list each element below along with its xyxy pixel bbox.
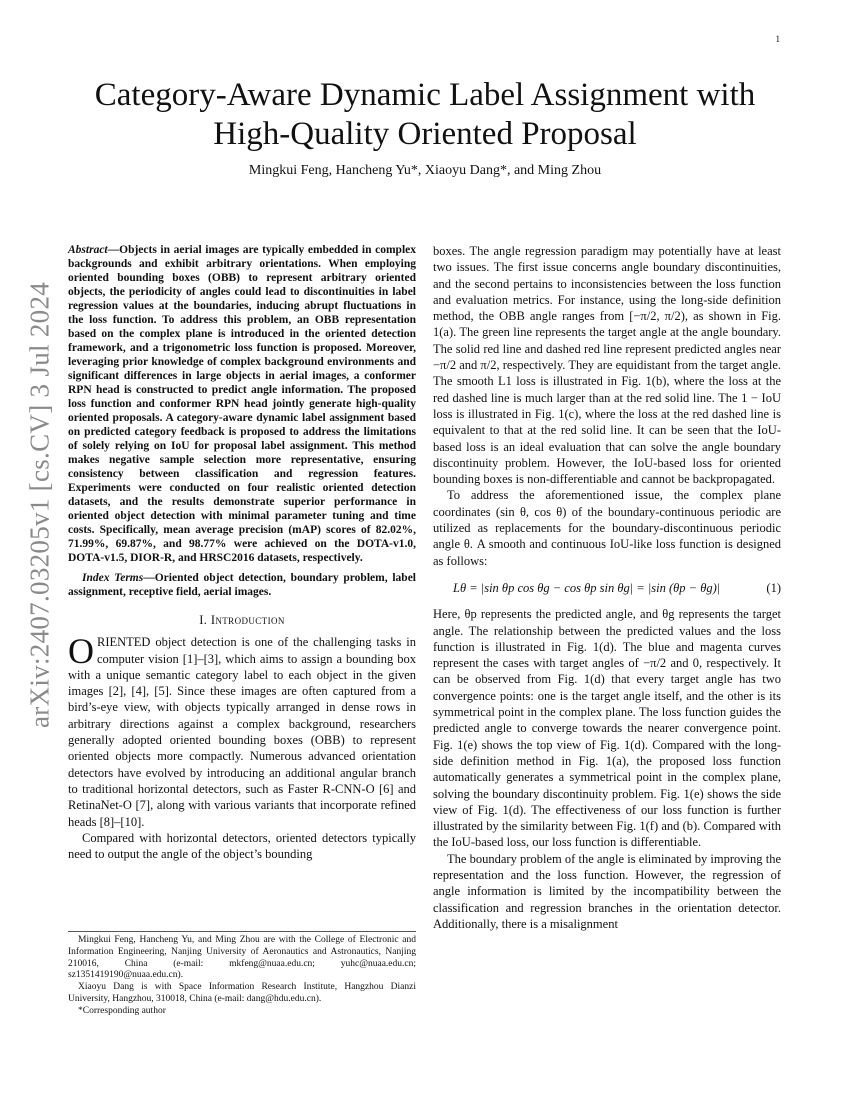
body-paragraph-3: Here, θp represents the predicted angle, and θg represents the target angle. The relationship between the predicted values and the loss function is illustrated in Fig. 1(d). The blue and magenta curves represent the cases with target angles of −π/2 and 0, respectively. It can be observed from Fig. 1(d) that every target angle has two convergence points: one is the target angle itself, and the other is its symmetrical point in the complex plane. The loss function guides the predicted angle to converge towards the nearer convergence point. Fig. 1(e) shows the top view of Fig. 1(d). Compared with the long-side definition method in Fig. 1(a), the proposed loss function automatically generates a symmetrical point in the complex plane, solving the boundary discontinuity problem. Fig. 1(e) shows the side view of Fig. 1(d). The effectiveness of our loss function is further illustrated by the similarity between Fig. 1(f) and (b). Compared with the IoU-based loss, our loss function is differentiable. <box>433 607 781 850</box>
page-number: 1 <box>775 34 780 44</box>
body-paragraph-4: The boundary problem of the angle is eliminated by improving the representation and the loss function. However, the regression of angle information is limited by the incompatibility between the classification and regression branches in the orientation detector. Additionally, there is a misalignment <box>433 851 781 931</box>
author-list: Mingkui Feng, Hancheng Yu*, Xiaoyu Dang*, and Ming Zhou <box>248 163 602 178</box>
drop-cap: O <box>68 631 94 672</box>
intro-paragraph-1-text: RIENTED object detection is one of the challenging tasks in computer vision [1]–[3], which aims to assign a bounding box with a unique semantic category label to each object in the given images [2], [4], [5]. Since these images are often captured from a bird’s-eye view, with objects typically arranged in dense rows in arbitrary directions against a complex background, researchers generally adopted oriented bounding boxes (OBB) to represent oriented objects more compactly. Numerous advanced orientation detectors have evolved by introducing an additional angular branch to traditional horizontal detectors, such as Faster R-CNN-O [6] and RetinaNet-O [7], along with various variants that incorporate refined heads [8]–[10]. <box>68 635 416 829</box>
equation-1 <box>453 580 781 596</box>
index-terms-label: Index Terms <box>82 572 144 584</box>
intro-paragraph-2: Compared with horizontal detectors, oriented detectors typically need to output the angle of the object’s bounding <box>68 830 416 862</box>
footnote-corresponding-author: *Corresponding author <box>78 1005 166 1016</box>
equation-expression: Lθ = |sin θp cos θg − cos θp sin θg| = |sin (θp − θg)| <box>453 580 721 595</box>
index-terms <box>68 571 416 599</box>
left-column <box>68 243 416 862</box>
abstract-label: Abstract <box>68 244 108 256</box>
equation-number: (1) <box>766 580 781 595</box>
arxiv-identifier-stamp: arXiv:2407.03205v1 [cs.CV] 3 Jul 2024 <box>24 281 55 729</box>
footnote-affiliation-2: Xiaoyu Dang is with Space Information Research Institute, Hangzhou Dianzi University, Hangzhou, 310018, China (e-mail: dang@hdu.edu.cn). <box>68 982 416 1004</box>
body-paragraph-2: To address the aforementioned issue, the complex plane coordinates (sin θ, cos θ) of the boundary-continuous periodic are utilized as replacements for the boundary-discontinuous periodic angle θ. A smooth and continuous IoU-like loss function is designed as follows: <box>433 488 781 568</box>
abstract-text: —Objects in aerial images are typically embedded in complex backgrounds and exhibit arbitrary orientations. When employing oriented bounding boxes (OBB) to represent arbitrary oriented objects, the periodicity of angles could lead to discontinuities in label regression values at the boundaries, inducing abrupt fluctuations in the loss function. To address this problem, an OBB representation based on the complex plane is introduced in the oriented detection framework, and a trigonometric loss function is proposed. Moreover, leveraging prior knowledge of complex background environments and significant differences in large objects in aerial images, a conformer RPN head is constructed to predict angle information. The proposed loss function and conformer RPN head jointly generate high-quality oriented proposals. A category-aware dynamic label assignment based on predicted category feedback is proposed to address the limitations of solely relying on IoU for proposal label assignment. This method makes negative sample selection more representative, ensuring consistency between classification and regression features. Experiments were conducted on four realistic oriented detection datasets, and the results demonstrate superior performance in oriented object detection with minimal parameter tuning and time costs. Specifically, mean average precision (mAP) scores of 82.02%, 71.99%, 69.87%, and 98.77% were achieved on the DOTA-v1.0, DOTA-v1.5, DIOR-R, and HRSC2016 datasets, respectively. <box>68 244 416 564</box>
footnote-affiliation-1: Mingkui Feng, Hancheng Yu, and Ming Zhou are with the College of Electronic and Information Engineering, Nanjing University of Aeronautics and Astronautics, Nanjing 210016, China (e-mail: mkfeng@nuaa.edu.cn; yuhc@nuaa.edu.cn; sz1351419190@nuaa.edu.cn). <box>68 935 416 981</box>
right-column <box>433 243 781 932</box>
index-terms-text: —Oriented object detection, boundary problem, label assignment, receptive field, aerial images. <box>68 572 416 598</box>
abstract <box>68 243 416 565</box>
section-heading-introduction: I. Introduction <box>199 613 285 627</box>
paper-title: Category-Aware Dynamic Label Assignment with High-Quality Oriented Proposal <box>94 77 756 152</box>
intro-paragraph-1 <box>68 631 416 830</box>
body-paragraph-1: boxes. The angle regression paradigm may potentially have at least two issues. The first issue concerns angle boundary discontinuities, and the second pertains to inconsistencies between the loss function and evaluation metrics. For instance, using the long-side definition method, the OBB angle ranges from [−π/2, π/2), as shown in Fig. 1(a). The green line represents the target angle at the angle boundary. The solid red line and dashed red line represent predicted angles near −π/2 and π/2, respectively. They are equidistant from the target angle. The smooth L1 loss is illustrated in Fig. 1(b), where the loss at the red dashed line is much larger than at the red solid line. The 1 − IoU loss is illustrated in Fig. 1(c), where the loss at the red dashed line is equivalent to that at the red solid line. It can be seen that the IoU-based loss is an ideal evaluation that can solve the angle boundary discontinuity problem. However, the IoU-based loss for oriented bounding boxes is non-differentiable and cannot be backpropagated. <box>433 244 781 487</box>
footnotes <box>68 931 416 1018</box>
